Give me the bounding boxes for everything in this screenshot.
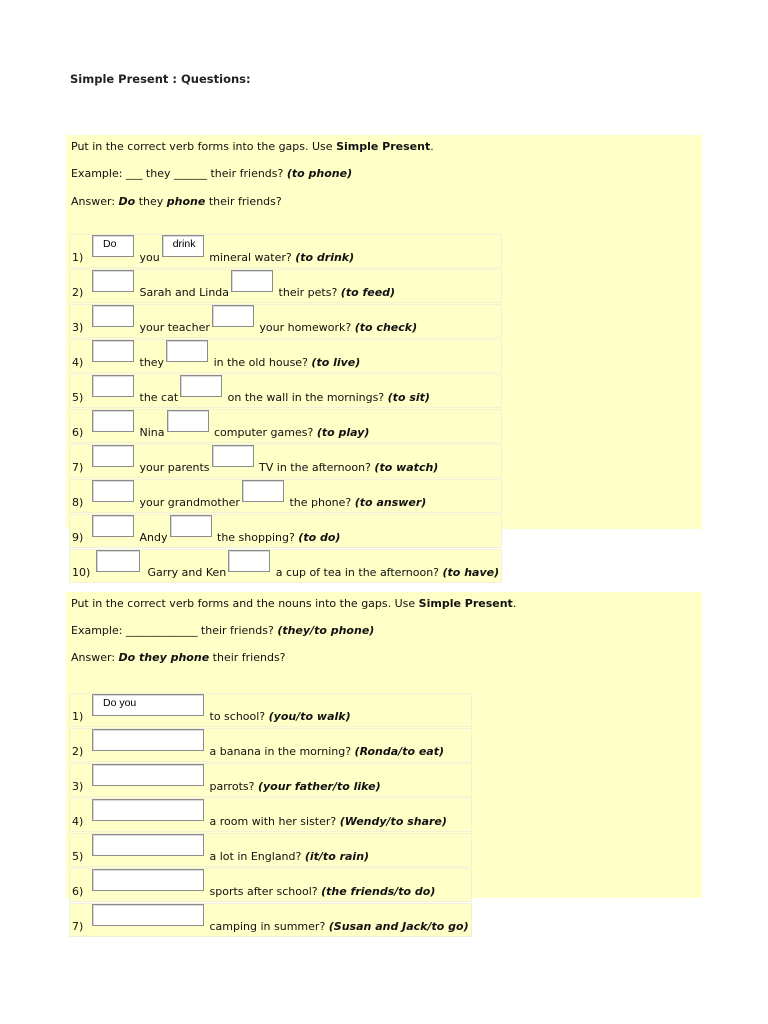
answer-gap-1[interactable] [92,445,134,467]
verb-hint: (you/to walk) [268,710,351,723]
instruction-emphasis: Simple Present [336,140,431,153]
answer-gap-1[interactable] [92,515,134,537]
row-cell [69,479,502,513]
table-row [69,409,502,443]
table-row [69,763,472,797]
answer-emphasis-1: Do [118,195,136,208]
item-number: 10) [72,566,91,579]
instruction-text: Put in the correct verb forms and the nouns into the gaps. Use [71,597,419,610]
answer-gap-1[interactable] [92,375,134,397]
answer-gap-1[interactable] [92,410,134,432]
table-row [69,833,472,867]
answer-gap-1[interactable] [92,305,134,327]
row-cell [69,234,502,268]
verb-hint: (to answer) [354,496,427,509]
subject-text: you [139,251,160,264]
verb-hint: (it/to rain) [304,850,370,863]
row-cell [69,549,502,583]
row-cell [69,269,502,303]
answer-gap-2[interactable] [180,375,222,397]
example-label: Example: [71,167,126,180]
verb-hint: (to sit) [387,391,430,404]
question-text: camping in summer? [209,920,329,933]
table-row [69,798,472,832]
answer-gap-2[interactable] [212,305,254,327]
item-number: 3) [72,780,84,793]
subject-text: Andy [139,531,168,544]
answer-gap-1[interactable] [92,340,134,362]
item-number: 1) [72,251,84,264]
answer-gap-2[interactable] [231,270,273,292]
item-number: 4) [72,356,84,369]
table-row [69,234,502,268]
verb-hint: (Wendy/to share) [339,815,447,828]
verb-hint: (to drink) [295,251,355,264]
gap-value: drink [172,238,196,250]
answer-text-2: their friends? [205,195,282,208]
verb-hint: (your father/to like) [257,780,381,793]
exercise-1 [66,135,702,579]
item-number: 4) [72,815,84,828]
verb-hint: (Ronda/to eat) [354,745,445,758]
table-row [69,269,502,303]
question-text: sports after school? [209,885,322,898]
table-row [69,514,502,548]
answer-gap-1[interactable] [92,480,134,502]
instruction-emphasis: Simple Present [418,597,513,610]
question-text: the shopping? [217,531,299,544]
verb-hint: (to have) [442,566,500,579]
item-number: 6) [72,885,84,898]
verb-hint: (to feed) [340,286,396,299]
table-row [69,903,472,937]
answer-gap-1[interactable] [96,550,140,572]
table-row [69,374,502,408]
answer-gap-2[interactable] [242,480,284,502]
answer-text-1: they [135,195,167,208]
answer-gap-2[interactable] [212,445,254,467]
question-text: a banana in the morning? [209,745,355,758]
example-label: Example: [71,624,126,637]
subject-text: your parents [139,461,210,474]
example-1 [71,167,352,180]
question-text: TV in the afternoon? [259,461,375,474]
subject-text: Sarah and Linda [139,286,230,299]
answer-gap-2[interactable] [167,410,209,432]
verb-hint: (to play) [316,426,370,439]
item-number: 8) [72,496,84,509]
question-text: a room with her sister? [209,815,340,828]
answer-gap[interactable] [92,694,204,716]
row-cell [69,374,502,408]
table-row [69,444,502,478]
instruction-end: . [430,140,434,153]
item-number: 9) [72,531,84,544]
table-row [69,304,502,338]
verb-hint: (to live) [311,356,361,369]
exercise-2 [66,592,702,933]
question-text: in the old house? [213,356,312,369]
table-row [69,479,502,513]
answer-gap[interactable] [92,729,204,751]
item-number: 7) [72,461,84,474]
instruction-end: . [512,597,517,610]
row-cell [69,868,472,902]
item-number: 7) [72,920,84,933]
table-row [69,549,502,583]
answer-gap[interactable] [92,834,204,856]
item-number: 3) [72,321,84,334]
gap-value: Do [103,238,117,250]
question-text: a lot in England? [209,850,305,863]
row-cell [69,409,502,443]
answer-text: their friends? [209,651,286,664]
answer-gap[interactable] [92,764,204,786]
row-cell [69,693,472,727]
answer-emphasis: Do they phone [118,651,210,664]
instruction-text: Put in the correct verb forms into the gaps. Use [71,140,337,153]
row-cell [69,339,502,373]
item-number: 2) [72,745,84,758]
exercise-2-table [68,692,473,938]
row-cell [69,763,472,797]
question-text: a cup of tea in the afternoon? [275,566,443,579]
exercise-1-table [68,233,503,584]
table-row [69,868,472,902]
row-cell [69,903,472,937]
row-cell [69,304,502,338]
example-hint: (to phone) [286,167,353,180]
answer-gap-1[interactable] [92,270,134,292]
subject-text: they [139,356,165,369]
row-cell [69,798,472,832]
item-number: 5) [72,391,84,404]
question-text: on the wall in the mornings? [227,391,388,404]
question-text: their pets? [278,286,341,299]
subject-text: Nina [139,426,165,439]
answer-gap-2[interactable] [162,235,204,257]
gap-value: Do you [103,697,137,709]
table-row [69,728,472,762]
answer-gap[interactable] [92,799,204,821]
table-row [69,693,472,727]
answer-gap-2[interactable] [228,550,270,572]
subject-text: your teacher [139,321,210,334]
question-text: computer games? [214,426,317,439]
example-2 [71,624,374,637]
verb-hint: (Susan and Jack/to go) [328,920,469,933]
row-cell [69,444,502,478]
example-text: ___ they ______ their friends? [125,167,287,180]
question-text: parrots? [209,780,258,793]
question-text: to school? [209,710,269,723]
question-text: mineral water? [209,251,296,264]
answer-gap[interactable] [92,904,204,926]
answer-label: Answer: [71,195,119,208]
subject-text: your grandmother [139,496,240,509]
instruction-1 [71,140,434,153]
verb-hint: (to do) [298,531,341,544]
example-text: _____________ their friends? [125,624,278,637]
answer-emphasis-2: phone [166,195,206,208]
verb-hint: (to check) [354,321,418,334]
item-number: 1) [72,710,84,723]
table-row [69,339,502,373]
row-cell [69,514,502,548]
question-text: the phone? [289,496,355,509]
answer-label: Answer: [71,651,119,664]
answer-gap-2[interactable] [170,515,212,537]
row-cell [69,728,472,762]
item-number: 6) [72,426,84,439]
question-text: your homework? [259,321,355,334]
verb-hint: (to watch) [374,461,439,474]
item-number: 5) [72,850,84,863]
verb-hint: (the friends/to do) [321,885,436,898]
answer-gap-1[interactable] [92,235,134,257]
answer-gap-2[interactable] [166,340,208,362]
subject-text: Garry and Ken [147,566,227,579]
page-title: Simple Present : Questions: [70,72,251,86]
row-cell [69,833,472,867]
answer-gap[interactable] [92,869,204,891]
answer-2 [71,651,286,664]
answer-1 [71,195,282,208]
item-number: 2) [72,286,84,299]
subject-text: the cat [139,391,179,404]
instruction-2 [71,597,516,610]
example-hint: (they/to phone) [277,624,375,637]
